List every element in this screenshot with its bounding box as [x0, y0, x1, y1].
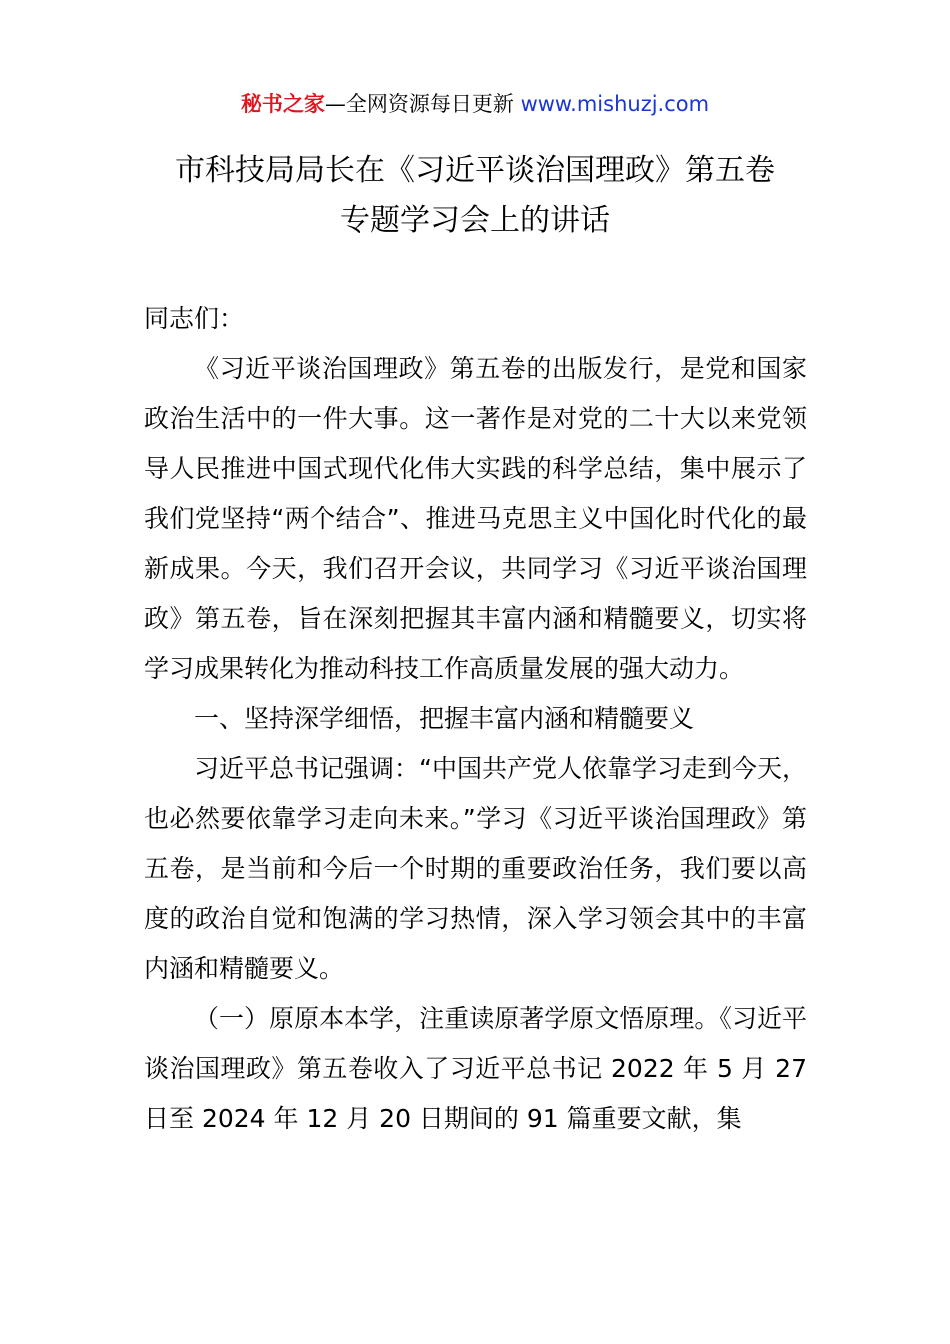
paragraph-subsection-1: （一）原原本本学，注重读原著学原文悟原理。《习近平谈治国理政》第五卷收入了习近平总书记 2022 年 5 月 27 日至 2024 年 12 月 20 日期间的 91 篇重要文献，集 — [144, 1004, 807, 1133]
title-line-1: 市科技局局长在《习近平谈治国理政》第五卷 — [175, 153, 775, 188]
section-heading-1: 一、坚持深学细悟，把握丰富内涵和精髓要义 — [194, 704, 695, 733]
title-line-2: 专题学习会上的讲话 — [340, 203, 610, 238]
paragraph-intro: 《习近平谈治国理政》第五卷的出版发行，是党和国家政治生活中的一件大事。这一著作是对党的二十大以来党领导人民推进中国式现代化伟大实践的科学总结，集中展示了我们党坚持“两个结合”、推进马克思主义中国化时代化的最新成果。今天，我们召开会议，共同学习《习近平谈治国理政》第五卷，旨在深刻把握其丰富内涵和精髓要义，切实将学习成果转化为推动科技工作高质量发展的强大动力。 — [144, 354, 807, 683]
paragraph-study: 习近平总书记强调：“中国共产党人依靠学习走到今天，也必然要依靠学习走向未来。”学习《习近平谈治国理政》第五卷，是当前和今后一个时期的重要政治任务，我们要以高度的政治自觉和饱满的学习热情，深入学习领会其中的丰富内涵和精髓要义。 — [144, 754, 807, 983]
site-header — [0, 88, 950, 120]
site-url: www.mishuzj.com — [520, 92, 710, 116]
document-body — [144, 294, 807, 1144]
brand-name: 秘书之家 — [240, 92, 325, 116]
header-tagline: —全网资源每日更新 — [324, 92, 521, 116]
salutation: 同志们： — [144, 304, 245, 333]
document-title — [0, 146, 950, 246]
